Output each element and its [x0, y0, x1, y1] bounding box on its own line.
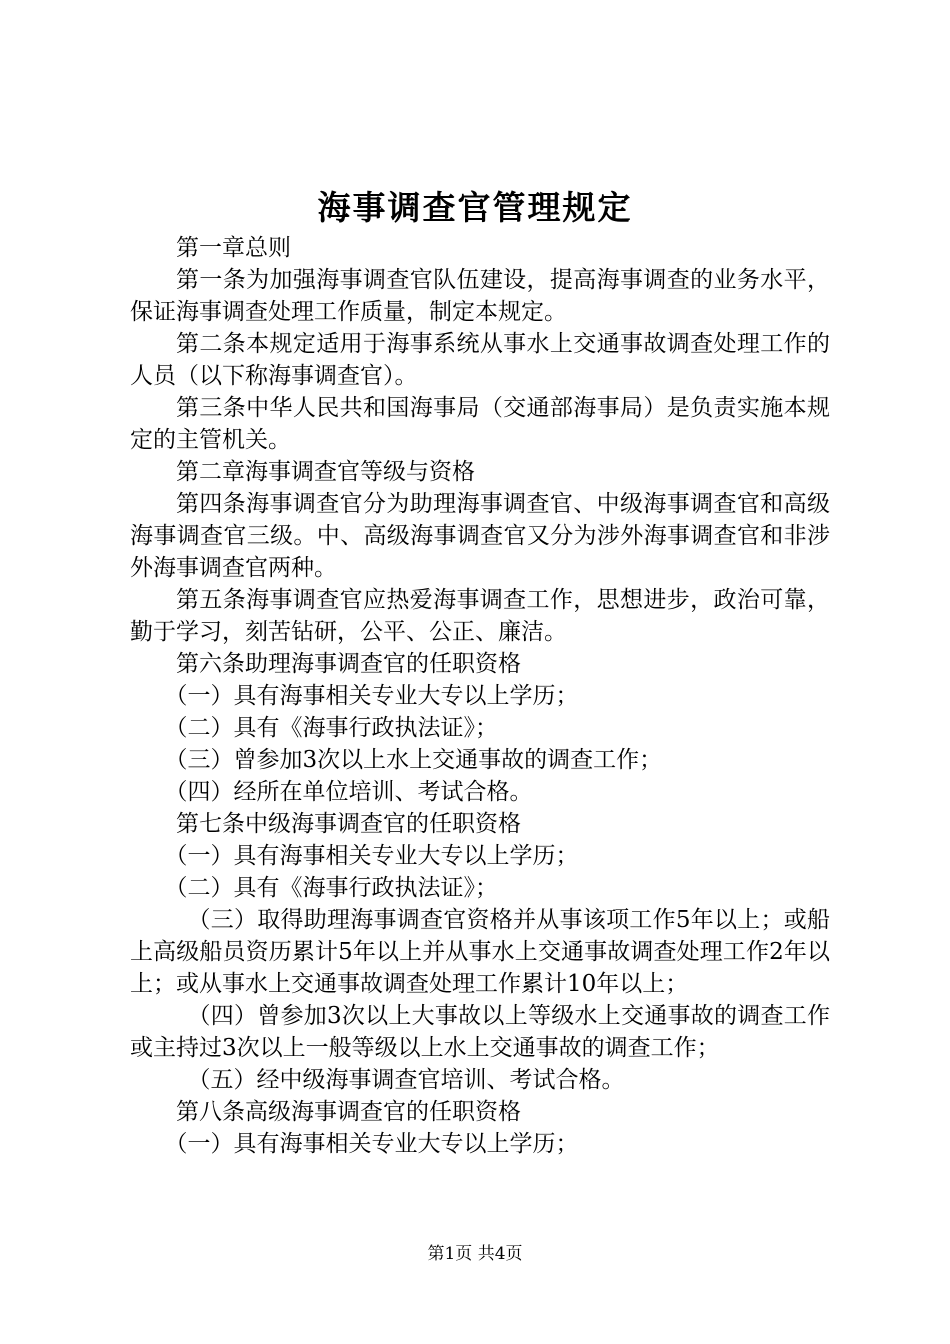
document-title: 海事调查官管理规定 — [317, 188, 633, 227]
article-paragraph: 第八条高级海事调查官的任职资格 — [176, 1099, 521, 1125]
list-item: （四）曾参加3次以上大事故以上等级水上交通事故的调查工作或主持过3次以上一般等级以上水上交通事故的调查工作； — [130, 1003, 830, 1061]
list-item: （一）具有海事相关专业大专以上学历； — [164, 843, 579, 869]
chapter-heading: 第二章海事调查官等级与资格 — [176, 459, 475, 485]
list-item: （三）取得助理海事调查官资格并从事该项工作5年以上；或船上高级船员资历累计5年以上并从事水上交通事故调查处理工作2年以上；或从事水上交通事故调查处理工作累计10年以上； — [130, 907, 830, 997]
list-item: （三）曾参加3次以上水上交通事故的调查工作； — [164, 747, 663, 773]
page-footer: 第1页 共4页 — [427, 1244, 523, 1264]
article-paragraph: 第二条本规定适用于海事系统从事水上交通事故调查处理工作的人员（以下称海事调查官）。 — [130, 331, 830, 389]
article-paragraph: 第六条助理海事调查官的任职资格 — [176, 651, 521, 677]
list-item: （二）具有《海事行政执法证》； — [164, 875, 498, 901]
article-paragraph: 第五条海事调查官应热爱海事调查工作，思想进步，政治可靠，勤于学习，刻苦钻研，公平、公正、廉洁。 — [130, 587, 830, 645]
chapter-heading: 第一章总则 — [176, 235, 291, 261]
list-item: （一）具有海事相关专业大专以上学历； — [164, 683, 579, 709]
list-item: （一）具有海事相关专业大专以上学历； — [164, 1131, 579, 1157]
article-paragraph: 第四条海事调查官分为助理海事调查官、中级海事调查官和高级海事调查官三级。中、高级海事调查官又分为涉外海事调查官和非涉外海事调查官两种。 — [130, 491, 830, 581]
article-paragraph: 第七条中级海事调查官的任职资格 — [176, 811, 521, 837]
article-paragraph: 第一条为加强海事调查官队伍建设，提高海事调查的业务水平，保证海事调查处理工作质量，制定本规定。 — [130, 267, 830, 325]
list-item: （二）具有《海事行政执法证》； — [164, 715, 498, 741]
article-paragraph: 第三条中华人民共和国海事局（交通部海事局）是负责实施本规定的主管机关。 — [130, 395, 830, 453]
list-item: （五）经中级海事调查官培训、考试合格。 — [187, 1067, 625, 1093]
list-item: （四）经所在单位培训、考试合格。 — [164, 779, 533, 805]
document-body — [130, 232, 830, 1160]
